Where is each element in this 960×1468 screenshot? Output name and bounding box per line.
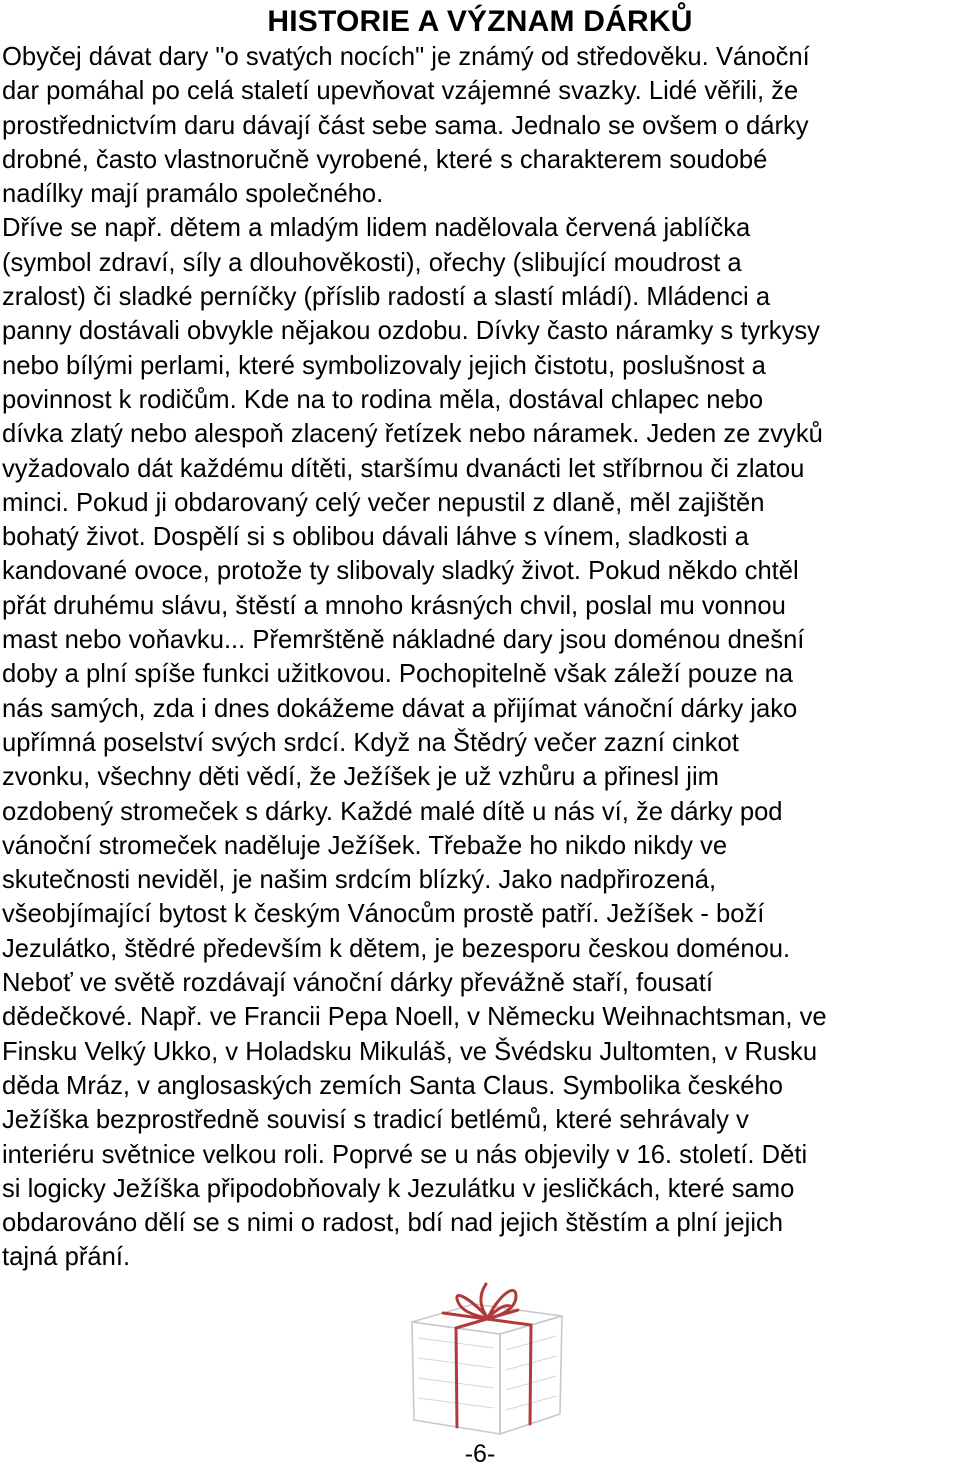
text-line: kandované ovoce, protože ty slibovaly sladký život. Pokud někdo chtěl xyxy=(2,557,799,586)
text-line: minci. Pokud ji obdarovaný celý večer nepustil z dlaně, měl zajištěn xyxy=(2,488,765,517)
text-line: Finsku Velký Ukko, v Holadsku Mikuláš, ve Švédsku Jultomten, v Rusku xyxy=(2,1037,818,1066)
text-line: ozdobený stromeček s dárky. Každé malé dítě u nás ví, že dárky pod xyxy=(2,797,783,826)
text-line: nadílky mají pramálo společného. xyxy=(2,180,384,209)
text-line: mast nebo voňavku... Přemrštěně nákladné dary jsou doménou dnešní xyxy=(2,626,805,655)
text-line: upřímná poselství svých srdcí. Když na Štědrý večer zazní cinkot xyxy=(2,728,739,757)
text-line: panny dostávali obvykle nějakou ozdobu. Dívky často náramky s tyrkysy xyxy=(2,317,820,346)
page-title: HISTORIE A VÝZNAM DÁRKŮ xyxy=(267,5,693,38)
text-line: povinnost k rodičům. Kde na to rodina měla, dostával chlapec nebo xyxy=(2,385,764,414)
text-line: přát druhému slávu, štěstí a mnoho krásných chvil, poslal mu vonnou xyxy=(2,591,786,620)
text-line: nebo bílými perlami, které symbolizovaly jejich čistotu, poslušnost a xyxy=(2,351,766,380)
gift-box-icon xyxy=(400,1278,570,1440)
text-line: Ježíška bezprostředně souvisí s tradicí betlémů, které sehrávaly v xyxy=(2,1106,749,1135)
text-line: tajná přání. xyxy=(2,1243,131,1272)
page-number: -6- xyxy=(464,1440,496,1468)
text-line: Dříve se např. dětem a mladým lidem nadělovala červená jablíčka xyxy=(2,214,751,243)
text-line: všeobjímající bytost k českým Vánocům prostě patří. Ježíšek - boží xyxy=(2,900,765,929)
text-line: interiéru světnice velkou roli. Poprvé se u nás objevily v 16. století. Děti xyxy=(2,1140,808,1169)
text-line: vyžadovalo dát každému dítěti, staršímu dvanácti let stříbrnou či zlatou xyxy=(2,454,805,483)
text-line: dar pomáhal po celá staletí upevňovat vzájemné svazky. Lidé věřili, že xyxy=(2,77,799,106)
text-line: zvonku, všechny děti vědí, že Ježíšek je už vzhůru a přinesl jim xyxy=(2,763,719,792)
text-line: doby a plní spíše funkci užitkovou. Pochopitelně však záleží pouze na xyxy=(2,660,794,689)
text-line: drobné, často vlastnoručně vyrobené, které s charakterem soudobé xyxy=(2,145,768,174)
text-line: obdarováno dělí se s nimi o radost, bdí nad jejich štěstím a plní jejich xyxy=(2,1209,784,1238)
text-line: zralost) či sladké perníčky (příslib radostí a slastí mládí). Mládenci a xyxy=(2,283,771,312)
text-line: (symbol zdraví, síly a dlouhověkosti), ořechy (slibující moudrost a xyxy=(2,248,742,277)
text-line: vánoční stromeček naděluje Ježíšek. Třebaže ho nikdo nikdy ve xyxy=(2,831,728,860)
text-line: Neboť ve světě rozdávají vánoční dárky převážně staří, fousatí xyxy=(2,969,713,998)
text-line: Jezulátko, štědré především k dětem, je bezesporu českou doménou. xyxy=(2,934,791,963)
text-line: dědečkové. Např. ve Francii Pepa Noell, v Německu Weihnachtsman, ve xyxy=(2,1003,827,1032)
text-line: si logicky Ježíška připodobňovaly k Jezulátku v jesličkách, které samo xyxy=(2,1174,795,1203)
text-line: nás samých, zda i dnes dokážeme dávat a přijímat vánoční dárky jako xyxy=(2,694,798,723)
text-line: děda Mráz, v anglosaských zemích Santa Claus. Symbolika českého xyxy=(2,1071,783,1100)
text-line: skutečnosti neviděl, je našim srdcím blízký. Jako nadpřirozená, xyxy=(2,866,717,895)
text-line: dívka zlatý nebo alespoň zlacený řetízek nebo náramek. Jeden ze zvyků xyxy=(2,420,823,449)
text-line: prostřednictvím daru dávají část sebe sama. Jednalo se ovšem o dárky xyxy=(2,111,809,140)
text-line: Obyčej dávat dary "o svatých nocích" je známý od středověku. Vánoční xyxy=(2,43,810,71)
article-body xyxy=(2,40,960,1275)
text-line: bohatý život. Dospělí si s oblibou dávali láhve s vínem, sladkosti a xyxy=(2,523,749,552)
